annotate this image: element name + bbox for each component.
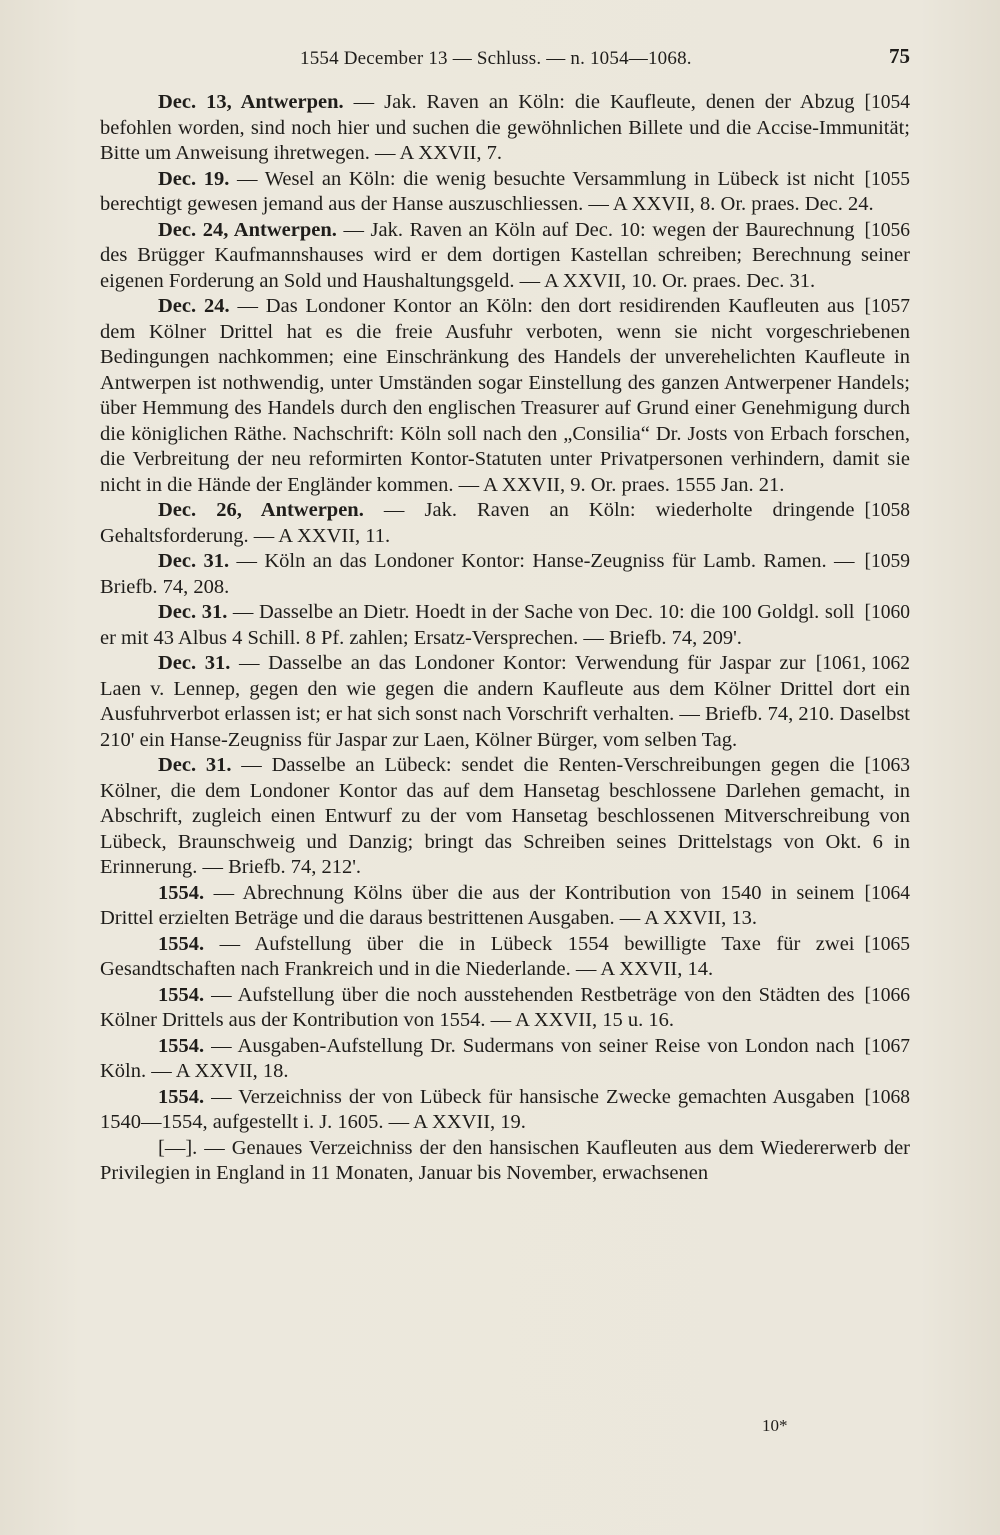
entry-text: — Dasselbe an das Londoner Kontor: Verwendung für Jaspar zur Laen v. Lennep, gegen den wie gegen die andern Kaufleute aus dem Kölner Drittel dort ein Ausfuhrverbot erlassen ist; er hat sich sonst nach Vorschrift verhalten. — Briefb. 74, 210. Daselbst 210' ein Hanse-Zeugniss für Jaspar zur Laen, Kölner Bürger, vom selben Tag. (100, 652, 910, 751)
entry-text: — Köln an das Londoner Kontor: Hanse-Zeugniss für Lamb. Ramen. — Briefb. 74, 208. (100, 550, 855, 598)
entry-1056 (100, 218, 910, 295)
entry-text: — Aufstellung über die noch ausstehenden Restbeträge von den Städten des Kölner Drittels aus der Kontribution von 1554. — A XXVII, 15 u. 16. (100, 983, 855, 1031)
entry-1066 (100, 983, 910, 1034)
entry-number: [1060 (864, 602, 910, 623)
entry-date: Dec. 26, Antwerpen. (158, 499, 364, 521)
entry-number: [1055 (864, 168, 910, 190)
running-head (100, 40, 910, 74)
entry-1061-1062 (100, 651, 910, 753)
entry-text: — Dasselbe an Dietr. Hoedt in der Sache von Dec. 10: die 100 Goldgl. soll er mit 43 Albus 4 Schill. 8 Pf. zahlen; Ersatz-Versprechen. — Briefb. 74, 209'. (100, 601, 855, 649)
body-text (100, 90, 910, 1187)
entry-1060 (100, 600, 910, 651)
entry-date: Dec. 31. (158, 652, 231, 674)
entry-number: [1057 (864, 296, 910, 317)
entry-number: [1066 (864, 984, 910, 1006)
entry-1065 (100, 932, 910, 983)
entry-text: — Jak. Raven an Köln: die Kaufleute, denen der Abzug befohlen worden, sind noch hier und suchen die gewöhnlichen Billete und die Accise-Immunität; Bitte um Anweisung ihretwegen. — A XXVII, 7. (100, 91, 910, 164)
entry-number: [1058 (864, 500, 910, 521)
entry-number: [1065 (864, 933, 910, 955)
entry-text: — Abrechnung Kölns über die aus der Kontribution von 1540 in seinem Drittel erzielten Beträge und die daraus bestrittenen Ausgaben. — A XXVII, 13. (100, 881, 855, 929)
entry-date: Dec. 31. (158, 601, 228, 623)
entry-text: — Das Londoner Kontor an Köln: den dort residirenden Kaufleuten aus dem Kölner Drittel hat es die freie Ausfuhr verboten, wenn sie nicht vorgeschriebenen Bedingungen nachkommen; eine Einschränkung des Handels der unverehelichten Kaufleute in Antwerpen ist nothwendig, unter Umständen sogar Einstellung des ganzen Antwerpener Handels; über Hemmung des Handels durch den englischen Treasurer auf Grund einer Genehmigung durch die königlichen Räthe. Nachschrift: Köln soll nach den „Consilia“ Dr. Josts von Erbach forschen, die Verbreitung der neu reformirten Kontor-Statuten unter Privatpersonen verhindern, damit sie nicht in die Hände der Engländer kommen. — A XXVII, 9. Or. praes. 1555 Jan. 21. (100, 295, 910, 496)
signature-mark: 10* (762, 1416, 788, 1435)
entry-number: [1064 (864, 882, 910, 904)
entry-text: — Verzeichniss der von Lübeck für hansische Zwecke gemachten Ausgaben 1540—1554, aufgestellt i. J. 1605. — A XXVII, 19. (100, 1085, 855, 1133)
entry-date: Dec. 24, Antwerpen. (158, 218, 337, 241)
entry-date: 1554. (158, 983, 205, 1006)
entry-date: Dec. 24. (158, 295, 230, 317)
entry-text: — Dasselbe an Lübeck: sendet die Renten-Verschreibungen gegen die Kölner, die dem Londoner Kontor das auf dem Hansetag beschlossene Darlehen gemacht, in Abschrift, zugleich einen Entwurf zu der vom Hansetag beschlossenen Mitverschreibung von Lübeck, Braunschweig und Danzig; bringt das Schreiben seines Drittelstags von Okt. 6 in Erinnerung. — Briefb. 74, 212'. (100, 754, 910, 878)
entry-date: Dec. 31. (158, 550, 230, 572)
entry-1059 (100, 549, 910, 600)
entry-text: — Genaues Verzeichniss der den hansischen Kaufleuten aus dem Wiedererwerb der Privilegien in England in 11 Monaten, Januar bis November, erwachsenen (100, 1136, 910, 1184)
entry-undated (100, 1136, 910, 1187)
entry-date: Dec. 31. (158, 754, 232, 776)
entry-date: 1554. (158, 1085, 205, 1108)
entry-number: [1059 (864, 551, 910, 572)
entry-number: [1054 (864, 92, 910, 113)
entry-date: 1554. (158, 1034, 205, 1057)
entry-number: [1061, 1062 (815, 653, 910, 674)
entry-text: — Jak. Raven an Köln: wiederholte dringende Gehaltsforderung. — A XXVII, 11. (100, 499, 855, 547)
entry-text: — Aufstellung über die in Lübeck 1554 bewilligte Taxe für zwei Gesandtschaften nach Frankreich und in die Niederlande. — A XXVII, 14. (100, 932, 855, 980)
entry-text: — Ausgaben-Aufstellung Dr. Sudermans von seiner Reise von London nach Köln. — A XXVII, 18. (100, 1034, 855, 1082)
entry-date: 1554. (158, 881, 205, 904)
page-number: 75 (889, 44, 910, 68)
entry-1068 (100, 1085, 910, 1136)
entry-1055 (100, 167, 910, 218)
entry-1064 (100, 881, 910, 932)
entry-date: Dec. 19. (158, 167, 230, 190)
entry-number: [1067 (864, 1035, 910, 1057)
running-title: 1554 December 13 — Schluss. — n. 1054—1068. (300, 48, 692, 69)
entry-number: [1056 (864, 219, 910, 241)
entry-date: 1554. (158, 932, 205, 955)
entry-number: [1063 (864, 755, 910, 776)
entry-number: [1068 (864, 1086, 910, 1108)
entry-1067 (100, 1034, 910, 1085)
entry-1058 (100, 498, 910, 549)
entry-1054 (100, 90, 910, 167)
entry-text: — Wesel an Köln: die wenig besuchte Versammlung in Lübeck ist nicht berechtigt gewesen jemand aus der Hanse auszuschliessen. — A XXVII, 8. Or. praes. Dec. 24. (100, 167, 874, 215)
entry-1057 (100, 294, 910, 498)
entry-text: — Jak. Raven an Köln auf Dec. 10: wegen der Baurechnung des Brügger Kaufmannshauses wird er dem dortigen Kastellan schreiben; Berechnung seiner eigenen Forderung an Sold und Haushaltungsgeld. — A XXVII, 10. Or. praes. Dec. 31. (100, 218, 910, 292)
entry-1063 (100, 753, 910, 881)
entry-date: Dec. 13, Antwerpen. (158, 91, 344, 113)
entry-date: [—]. (158, 1136, 198, 1159)
